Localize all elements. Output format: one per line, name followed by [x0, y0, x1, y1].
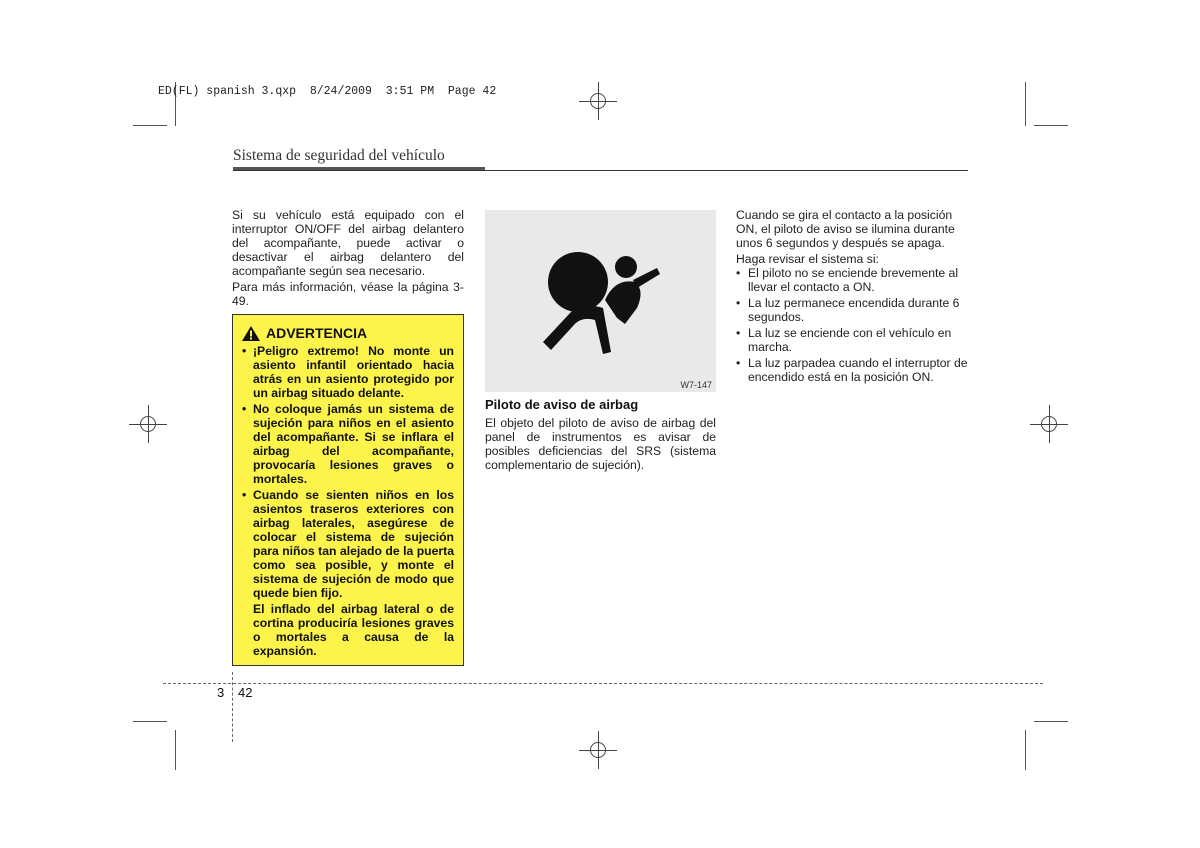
list-item: • El piloto no se enciende brevemente al llevar el contacto a ON.: [736, 266, 968, 294]
crop-mark: [1025, 82, 1026, 126]
print-slug: ED(FL) spanish 3.qxp 8/24/2009 3:51 PM Page 42: [158, 85, 497, 98]
section-number: 3: [217, 685, 225, 700]
warning-item: • ¡Peligro extremo! No monte un asiento infantil orientado hacia atrás en un asiento protegido por un airbag situado delante.: [242, 344, 454, 400]
paragraph: El objeto del piloto de aviso de airbag del panel de instrumentos es avisar de posibles deficiencias del SRS (sistema complementario de sujeción).: [485, 416, 716, 472]
warning-box: [232, 314, 464, 666]
figure-code: W7-147: [680, 380, 712, 390]
airbag-warning-icon: [485, 210, 716, 392]
registration-mark-left: [129, 405, 167, 443]
header-rule: [233, 170, 968, 171]
page-number: 42: [238, 685, 253, 700]
warning-continuation: El inflado del airbag lateral o de cortina produciría lesiones graves o mortales a causa de la expansión.: [253, 602, 454, 658]
airbag-illustration: [485, 210, 716, 392]
warning-item: • No coloque jamás un sistema de sujeción para niños en el asiento del acompañante. Si se inflara el airbag del acompañante, provocaría lesiones graves o mortales.: [242, 402, 454, 486]
warning-title: ADVERTENCIA: [266, 325, 368, 341]
paragraph: Si su vehículo está equipado con el interruptor ON/OFF del airbag delantero del acompañante, puede activar o desactivar el airbag delantero del acompañante según sea necesario.: [232, 208, 464, 278]
registration-mark-right: [1030, 405, 1068, 443]
registration-mark-top: [579, 82, 617, 120]
registration-mark-bottom: [579, 731, 617, 769]
footer-divider: [232, 672, 233, 742]
check-label: Haga revisar el sistema si:: [736, 252, 879, 266]
warning-triangle-icon: [242, 326, 260, 341]
paragraph: Para más información, véase la página 3-49.: [232, 280, 464, 308]
right-column: [736, 208, 968, 386]
crop-mark: [1034, 721, 1068, 722]
list-item: • La luz permanece encendida durante 6 segundos.: [736, 296, 968, 324]
warning-item: • Cuando se sienten niños en los asientos traseros exteriores con airbag laterales, asegúrese de colocar el sistema de sujeción para niños tan alejado de la puerta como sea posible, y monte el sistema de sujeción de modo que quede bien fijo.: [242, 488, 454, 600]
list-item: • La luz parpadea cuando el interruptor de encendido está en la posición ON.: [736, 356, 968, 384]
crop-mark: [1034, 125, 1068, 126]
section-heading: Piloto de aviso de airbag: [485, 397, 639, 412]
left-column: [232, 208, 464, 308]
crop-mark: [1025, 730, 1026, 770]
crop-mark: [175, 730, 176, 770]
middle-column: [485, 416, 716, 472]
footer-rule: [163, 683, 1043, 684]
paragraph: Cuando se gira el contacto a la posición ON, el piloto de aviso se ilumina durante unos 6 segundos y después se apaga.: [736, 208, 955, 250]
crop-mark: [133, 125, 167, 126]
warning-header: [242, 325, 454, 341]
check-list: [736, 266, 968, 384]
crop-mark: [133, 721, 167, 722]
warning-list: [242, 344, 454, 600]
page-title: Sistema de seguridad del vehículo: [233, 147, 445, 164]
list-item: • La luz se enciende con el vehículo en marcha.: [736, 326, 968, 354]
